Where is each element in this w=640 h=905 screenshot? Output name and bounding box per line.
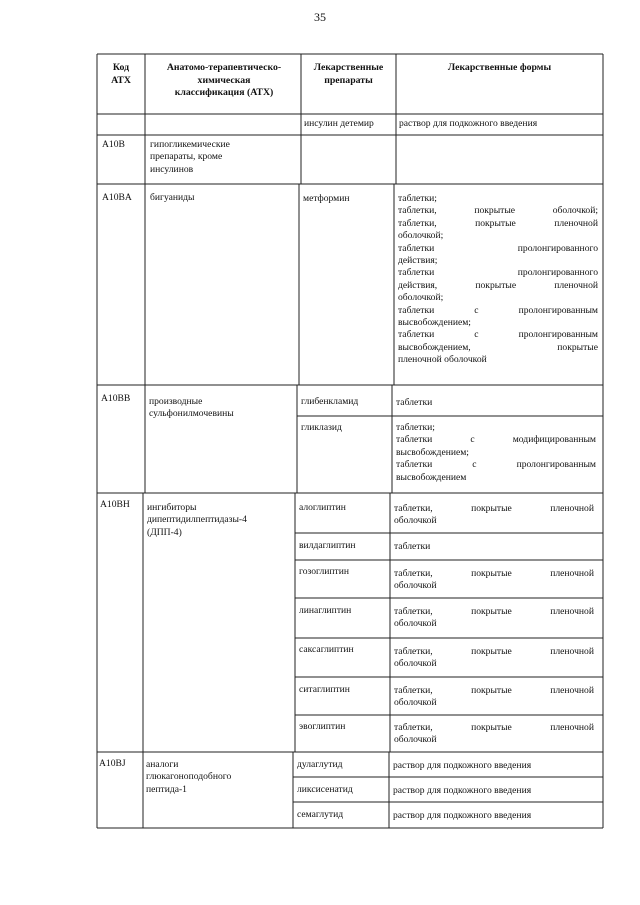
dosage-form: таблетки, покрытые пленочной оболочкой bbox=[394, 722, 594, 746]
dosage-form: таблетки, покрытые пленочной оболочкой bbox=[394, 606, 594, 630]
header-code: Код АТХ bbox=[111, 62, 131, 86]
drug-name: ликсисенатид bbox=[297, 784, 353, 795]
drug-name: дулаглутид bbox=[297, 759, 343, 770]
dosage-form: таблетки, покрытые пленочной оболочкой bbox=[394, 568, 594, 592]
header-forms: Лекарственные формы bbox=[447, 62, 552, 73]
drug-name: вилдаглиптин bbox=[299, 540, 356, 551]
drug-name: ситаглиптин bbox=[299, 684, 350, 695]
drug-name: саксаглиптин bbox=[299, 644, 354, 655]
dosage-form-list: таблетки; таблетки с модифицированным высвобождением; таблетки с пролонгированным высвобождением bbox=[396, 422, 596, 483]
drug-name: алоглиптин bbox=[299, 502, 346, 513]
atc-code: A10BB bbox=[101, 393, 131, 404]
drug-name: глибенкламид bbox=[301, 396, 359, 407]
page-number: 35 bbox=[314, 10, 326, 24]
dosage-form: таблетки, покрытые пленочной оболочкой bbox=[394, 646, 594, 670]
drug-name: гозоглиптин bbox=[299, 566, 349, 577]
header-classification: Анатомо-терапевтическо- химическая классификация (АТХ) bbox=[166, 62, 282, 98]
atc-classification: бигуаниды bbox=[150, 192, 195, 203]
atc-classification: производные сульфонилмочевины bbox=[149, 396, 234, 420]
dosage-form: таблетки, покрытые пленочной оболочкой bbox=[394, 503, 594, 527]
drug-name: гликлазид bbox=[301, 422, 342, 433]
drug-name: линаглиптин bbox=[299, 605, 352, 616]
drug-name: инсулин детемир bbox=[304, 118, 374, 129]
atc-classification: ингибиторы дипептидилпептидазы-4 (ДПП-4) bbox=[147, 502, 247, 538]
header-drugs: Лекарственные препараты bbox=[313, 62, 384, 86]
atc-code: A10BA bbox=[102, 192, 132, 203]
dosage-form: раствор для подкожного введения bbox=[393, 785, 532, 796]
dosage-form: раствор для подкожного введения bbox=[393, 760, 532, 771]
dosage-form: таблетки, покрытые пленочной оболочкой bbox=[394, 685, 594, 709]
dosage-form: раствор для подкожного введения bbox=[393, 810, 532, 821]
dosage-form: раствор для подкожного введения bbox=[399, 118, 538, 129]
dosage-form: таблетки bbox=[394, 541, 431, 552]
atc-classification: аналоги глюкагоноподобного пептида-1 bbox=[146, 759, 232, 795]
atc-classification: гипогликемические препараты, кроме инсулинов bbox=[150, 139, 230, 175]
dosage-form: таблетки bbox=[396, 397, 433, 408]
drug-name: эвоглиптин bbox=[299, 721, 346, 732]
drug-name: метформин bbox=[303, 193, 350, 204]
dosage-form-list: таблетки; таблетки, покрытые оболочкой; таблетки, покрытые пленочной оболочкой; таблетки пролонгированного действия; таблетки пролонгированного действия, покрытые пленочной оболочкой; таблетки с пролонгированным высвобождением; таблетки с пролонгированным высвобождением, покрытые пленочной оболочкой bbox=[398, 193, 598, 366]
atc-code: A10B bbox=[102, 139, 125, 150]
atc-code: A10BJ bbox=[99, 758, 126, 769]
atc-code: A10BH bbox=[100, 499, 130, 510]
drug-name: семаглутид bbox=[297, 809, 344, 820]
